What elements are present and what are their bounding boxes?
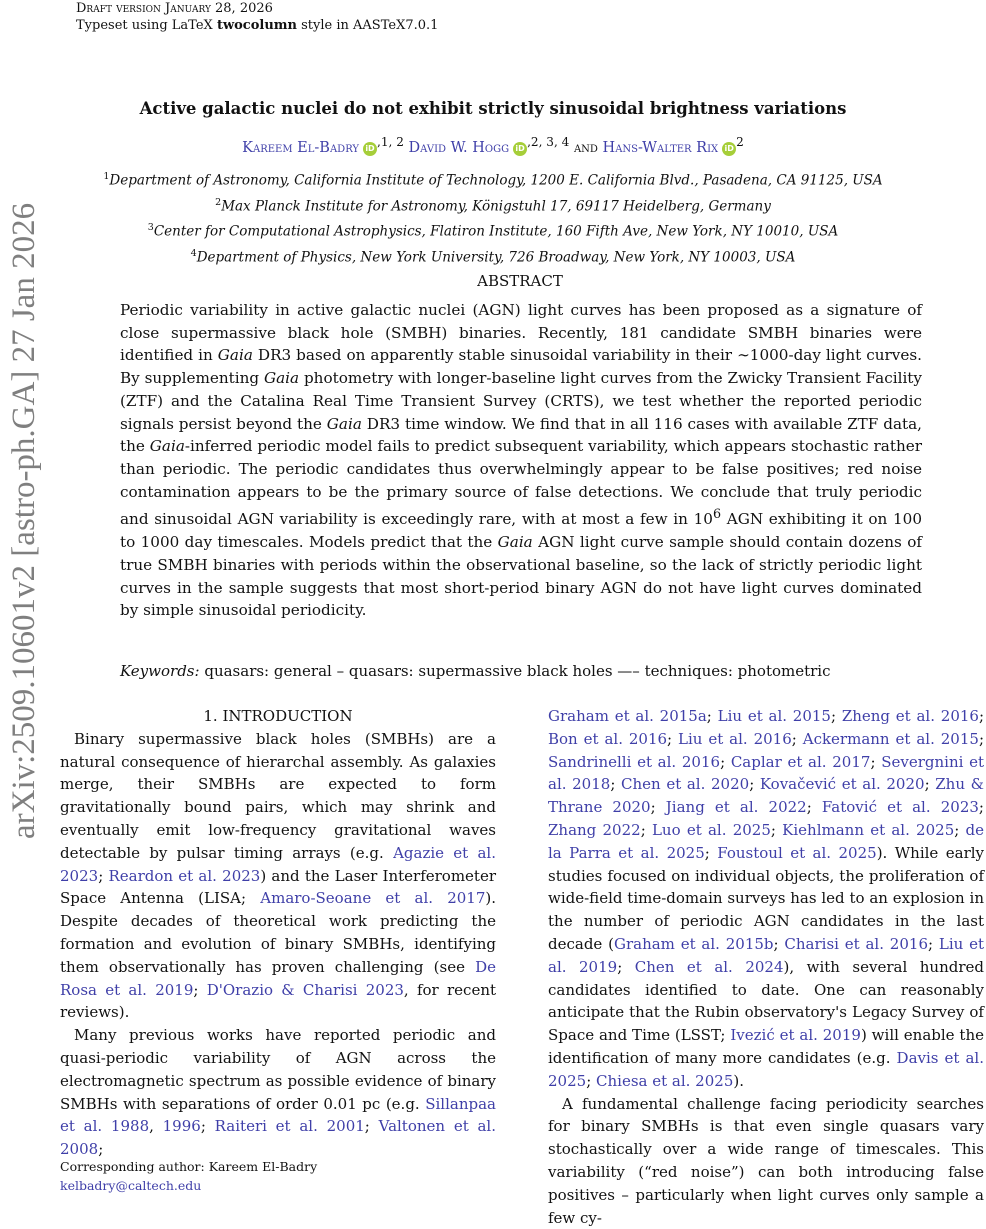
paper-title: Active galactic nuclei do not exhibit strictly sinusoidal brightness variations [139,99,847,118]
citation-link[interactable]: Chen et al. 2024 [634,957,784,976]
abstract-body: Periodic variability in active galactic nuclei (AGN) light curves has been proposed as a signature of close supermassive black hole (SMBH) binaries. Recently, 181 candidate SMBH binaries were identified in Gaia DR3 based on apparently stable sinusoidal variability in their ∼1000-day light curves. By supplementing Gaia photometry with longer-baseline light curves from the Zwicky Transient Facility (ZTF) and the Catalina Real Time Transient Survey (CRTS), we test whether the reported periodic signals persist beyond the Gaia DR3 time window. We find that in all 116 cases with available ZTF data, the Gaia-inferred periodic model fails to predict subsequent variability, which appears stochastic rather than periodic. The periodic candidates thus overwhelmingly appear to be false positives; red noise contamination appears to be the primary source of false detections. We conclude that truly periodic and sinusoidal AGN variability is exceedingly rare, with at most a few in $10^6$ AGN exhibiting it on 100 to 1000 day timescales. Models predict that the Gaia AGN light curve sample should contain dozens of true SMBH binaries with periods within the observational baseline, so the lack of strictly periodic light curves in the sample suggests that most short-period binary AGN do not have light curves dominated by simple sinusoidal periodicity. [120,301,922,620]
citation-link[interactable]: Bon et al. 2016 [548,729,668,748]
citation-link[interactable]: De Rosa et al. 2019 [60,957,496,999]
keywords: Keywords: quasars: general – quasars: supermassive black holes —– techniques: photometric [120,662,831,680]
citation-link[interactable]: 1996 [162,1117,201,1136]
citation-link[interactable]: Reardon et al. 2023 [108,866,261,885]
section-heading: 1. INTRODUCTION [203,707,353,725]
citation-link[interactable]: Graham et al. 2015b [613,934,774,953]
citation-link[interactable]: Agazie et al. 2023 [60,843,496,885]
citation-link[interactable]: Fatović et al. 2023 [821,798,979,817]
citation-link[interactable]: Caplar et al. 2017 [730,752,871,771]
running-header [76,0,438,34]
author-list: Kareem El-Badry iD $^{,1, 2}$ David W. Hogg iD $^{,2, 3, 4}$ and Hans-Walter Rix iD $^2$ [242,135,744,156]
author-link[interactable]: Hans-Walter Rix [602,139,719,156]
citation-link[interactable]: Valtonen et al. 2008 [60,1117,496,1159]
citation-link[interactable]: Raiteri et al. 2001 [214,1117,365,1136]
citation-link[interactable]: Liu et al. 2015 [717,707,831,725]
citation-link[interactable]: Chiesa et al. 2025 [596,1071,734,1090]
affiliations [0,166,986,268]
affiliation: $^3$Center for Computational Astrophysics, Flatiron Institute, 160 Fifth Ave, New York, NY 10010, USA [147,222,839,240]
right-column [548,705,984,1229]
email-link[interactable]: kelbadry@caltech.edu [60,1178,202,1193]
draft-version-line: Draft version January 28, 2026 [76,1,273,16]
citation-link[interactable]: Charisi et al. 2016 [784,934,928,953]
citation-link[interactable]: Ivezić et al. 2019 [730,1026,861,1045]
typeset-line: Typeset using LaTeX twocolumn style in AASTeX7.0.1 [76,18,439,33]
citation-link[interactable]: Sillanpaa et al. 1988 [60,1094,496,1136]
paragraph: Binary supermassive black holes (SMBHs) are a natural consequence of hierarchal assembly. As galaxies merge, their SMBHs are expected to form gravitationally bound pairs, which may shrink and eventually emit low-frequency gravitational waves detectable by pulsar timing arrays (e.g. Agazie et al. 2023; Reardon et al. 2023) and the Laser Interferometer Space Antenna (LISA; Amaro-Seoane et al. 2017). Despite decades of theoretical work predicting the formation and evolution of binary SMBHs, identifying them observationally has proven challenging (see De Rosa et al. 2019; D'Orazio & Charisi 2023, for recent reviews). [60,729,497,1022]
paragraph: Many previous works have reported periodic and quasi-periodic variability of AGN across the electromagnetic spectrum as possible evidence of binary SMBHs with separations of order 0.01 pc (e.g. Sillanpaa et al. 1988, 1996; Raiteri et al. 2001; Valtonen et al. 2008; [60,1026,496,1159]
citation-link[interactable]: Chen et al. 2020 [621,775,750,794]
citation-link[interactable]: Liu et al. 2016 [678,729,792,748]
orcid-icon[interactable]: iD [363,142,377,156]
citation-link[interactable]: D'Orazio & Charisi 2023 [206,980,404,999]
citation-link[interactable]: Severgnini et al. 2018 [548,752,985,794]
left-column [60,705,496,1161]
corresponding-author-footnote: Corresponding author: Kareem El-Badry kelbadry@caltech.edu [60,1159,318,1193]
affiliation: $^2$Max Planck Institute for Astronomy, Königstuhl 17, 69117 Heidelberg, Germany [215,196,771,214]
citation-link[interactable]: Graham et al. 2015a [548,707,707,725]
citation-link[interactable]: Amaro-Seoane et al. 2017 [260,889,486,908]
affiliation: $^1$Department of Astronomy, California Institute of Technology, 1200 E. California Blvd., Pasadena, CA 91125, USA [103,171,883,189]
citation-link[interactable]: Kiehlmann et al. 2025 [782,820,955,839]
citation-link[interactable]: Liu et al. 2019 [548,934,984,976]
citation-link[interactable]: Zheng et al. 2016 [841,707,979,725]
arxiv-identifier: arXiv:2509.10601v2 [astro-ph.GA] 27 Jan 2026 [6,202,42,839]
citation-link[interactable]: de la Parra et al. 2025 [548,820,984,862]
author-link[interactable]: Kareem El-Badry [242,139,360,156]
paragraph: A fundamental challenge facing periodicity searches for binary SMBHs is that even single quasars vary stochastically over a wide range of timescales. This variability (“red noise”) can both introducing false positives – particularly when light curves only sample a few cy- [548,1094,984,1227]
citation-link[interactable]: Kovačević et al. 2020 [759,775,925,794]
orcid-icon[interactable]: iD [722,142,736,156]
citation-link[interactable]: Foustoul et al. 2025 [717,843,877,862]
paragraph: Graham et al. 2015a; Liu et al. 2015; Zheng et al. 2016; Bon et al. 2016; Liu et al. 2016; Ackermann et al. 2015; Sandrinelli et al. 2016; Caplar et al. 2017; Severgnini et al. 2018; Chen et al. 2020; Kovačević et al. 2020; Zhu & Thrane 2020; Jiang et al. 2022; Fatović et al. 2023; Zhang 2022; Luo et al. 2025; Kiehlmann et al. 2025; de la Parra et al. 2025; Foustoul et al. 2025). While early studies focused on individual objects, the proliferation of wide-field time-domain surveys has led to an explosion in the number of periodic AGN candidates in the last decade (Graham et al. 2015b; Charisi et al. 2016; Liu et al. 2019; Chen et al. 2024), with several hundred candidates identified to date. One can reasonably anticipate that the Rubin observatory's Legacy Survey of Space and Time (LSST; Ivezić et al. 2019) will enable the identification of many more candidates (e.g. Davis et al. 2025; Chiesa et al. 2025). [548,707,985,1090]
citation-link[interactable]: Zhang 2022 [548,820,641,839]
citation-link[interactable]: Luo et al. 2025 [651,820,771,839]
author-link[interactable]: David W. Hogg [408,139,510,156]
orcid-icon[interactable]: iD [513,142,527,156]
citation-link[interactable]: Sandrinelli et al. 2016 [548,752,721,771]
abstract-heading: ABSTRACT [477,272,563,290]
affiliation: $^4$Department of Physics, New York University, 726 Broadway, New York, NY 10003, USA [190,247,796,265]
citation-link[interactable]: Jiang et al. 2022 [665,798,807,817]
citation-link[interactable]: Davis et al. 2025 [548,1048,985,1090]
citation-link[interactable]: Ackermann et al. 2015 [802,729,979,748]
citation-link[interactable]: Zhu & Thrane 2020 [548,775,984,817]
